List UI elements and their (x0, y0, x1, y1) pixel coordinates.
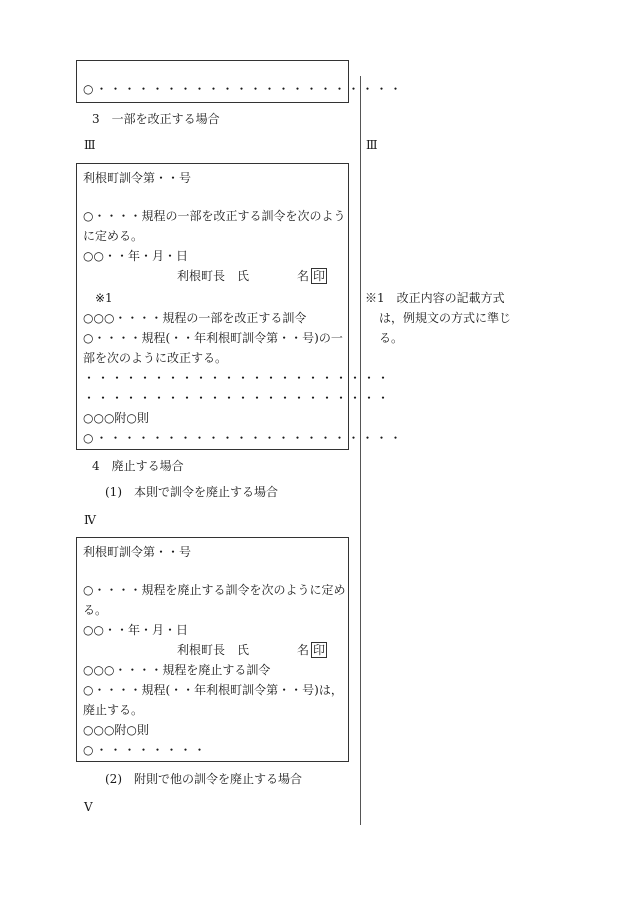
column-divider (360, 76, 361, 825)
subsection-heading: (1) 本則で訓令を廃止する場合 (105, 485, 278, 499)
signature-line (177, 266, 327, 286)
instruction-number: 利根町訓令第・・号 (83, 171, 192, 185)
box-line: ○○○附○則 (83, 411, 149, 425)
box-line: ・・・・・・・・・・・・・・・・・・・・・・ (83, 371, 392, 385)
box-line: 廃止する。 (83, 703, 144, 717)
side-note-text: ※1 改正内容の記載方式は，例規文の方式に準じる。 (365, 291, 512, 345)
roman-numeral-label-right: Ⅲ (366, 138, 378, 152)
subsection-heading: (2) 附則で他の訓令を廃止する場合 (105, 772, 302, 786)
roman-numeral-label: Ⅳ (84, 513, 96, 527)
signature-line (177, 640, 327, 660)
box-line: ○○○・・・・規程を廃止する訓令 (83, 663, 271, 677)
box-line: る。 (83, 603, 108, 617)
box-line: ○・・・・規程(・・年利根町訓令第・・号)は， (83, 683, 343, 697)
box-line: ○・・・・規程(・・年利根町訓令第・・号)の一 (83, 331, 343, 345)
instruction-number: 利根町訓令第・・号 (83, 545, 192, 559)
box-line: ○○○・・・・規程の一部を改正する訓令 (83, 311, 307, 325)
signer-name: 利根町長 氏 名 (177, 269, 310, 283)
box-line: 部を次のように改正する。 (83, 351, 228, 365)
date-line: ○○・・年・月・日 (83, 249, 188, 263)
roman-numeral-label: Ⅴ (84, 800, 93, 814)
box-line: に定める。 (83, 229, 144, 243)
box-line: ○・・・・規程を廃止する訓令を次のように定め (83, 583, 346, 597)
section-heading: 4 廃止する場合 (92, 459, 184, 473)
box-line: ○・・・・・・・・・・・・・・・・・・・・・・ (83, 82, 404, 96)
box-line: ○・・・・規程の一部を改正する訓令を次のよう (83, 209, 346, 223)
roman-numeral-label: Ⅲ (84, 138, 96, 152)
section-heading: 3 一部を改正する場合 (92, 112, 220, 126)
signer-name: 利根町長 氏 名 (177, 643, 310, 657)
note-reference-mark: ※1 (95, 291, 113, 305)
side-note (365, 288, 525, 348)
seal-mark: 印 (313, 643, 326, 657)
repeal-example-box (76, 537, 349, 762)
box-line: ○・・・・・・・・ (83, 743, 208, 757)
seal-mark: 印 (313, 269, 326, 283)
amendment-example-box (76, 163, 404, 450)
box-line: ○○○附○則 (83, 723, 149, 737)
box-line: ○・・・・・・・・・・・・・・・・・・・・・・ (83, 431, 404, 445)
date-line: ○○・・年・月・日 (83, 623, 188, 637)
previous-example-box (76, 60, 404, 103)
box-line: ・・・・・・・・・・・・・・・・・・・・・・ (83, 391, 392, 405)
